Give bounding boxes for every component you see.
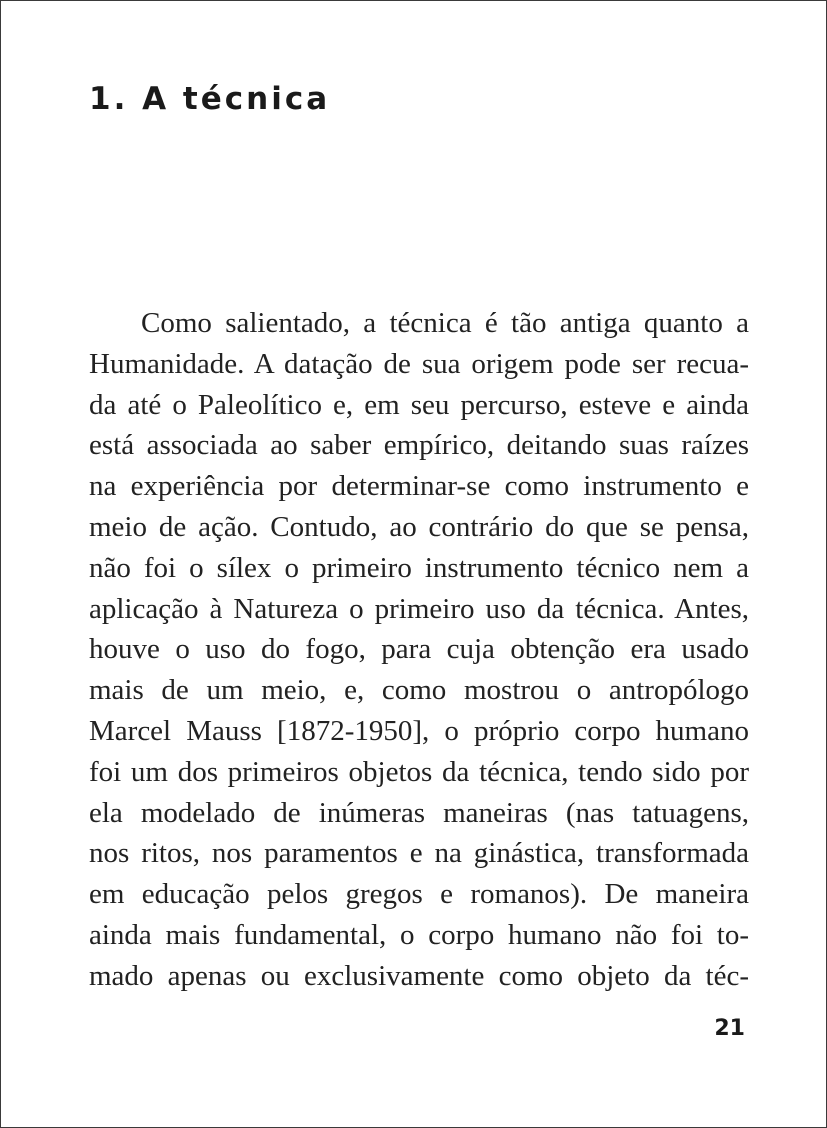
chapter-title: 1. A técnica [89, 81, 331, 117]
page-number: 21 [714, 1016, 745, 1041]
paragraph-line: ela modelado de inúmeras maneiras (nas tatuagens, [89, 796, 749, 829]
paragraph-line: ainda mais fundamental, o corpo humano não foi to- [89, 918, 749, 951]
paragraph-line: não foi o sílex o primeiro instrumento técnico nem a [89, 551, 749, 584]
paragraph-line: mais de um meio, e, como mostrou o antropólogo [89, 674, 749, 707]
paragraph-line: foi um dos primeiros objetos da técnica, tendo sido por [89, 755, 749, 788]
paragraph-line: nos ritos, nos paramentos e na ginástica, transformada [89, 837, 749, 870]
paragraph-line: Como salientado, a técnica é tão antiga quanto a [141, 307, 749, 339]
paragraph-line: Marcel Mauss [1872-1950], o próprio corpo humano [89, 714, 749, 747]
body-paragraph [89, 303, 749, 997]
paragraph-line: houve o uso do fogo, para cuja obtenção era usado [89, 633, 749, 666]
paragraph-line: da até o Paleolítico e, em seu percurso, esteve e ainda [89, 388, 749, 421]
paragraph-line: está associada ao saber empírico, deitando suas raízes [89, 429, 749, 462]
paragraph-line: na experiência por determinar-se como instrumento e [89, 470, 749, 503]
paragraph-line: aplicação à Natureza o primeiro uso da técnica. Antes, [89, 592, 749, 625]
paragraph-line: Humanidade. A datação de sua origem pode ser recua- [89, 347, 749, 380]
paragraph-line: em educação pelos gregos e romanos). De maneira [89, 878, 749, 911]
paragraph-line: mado apenas ou exclusivamente como objeto da téc- [89, 959, 749, 992]
paragraph-line: meio de ação. Contudo, ao contrário do que se pensa, [89, 510, 749, 543]
